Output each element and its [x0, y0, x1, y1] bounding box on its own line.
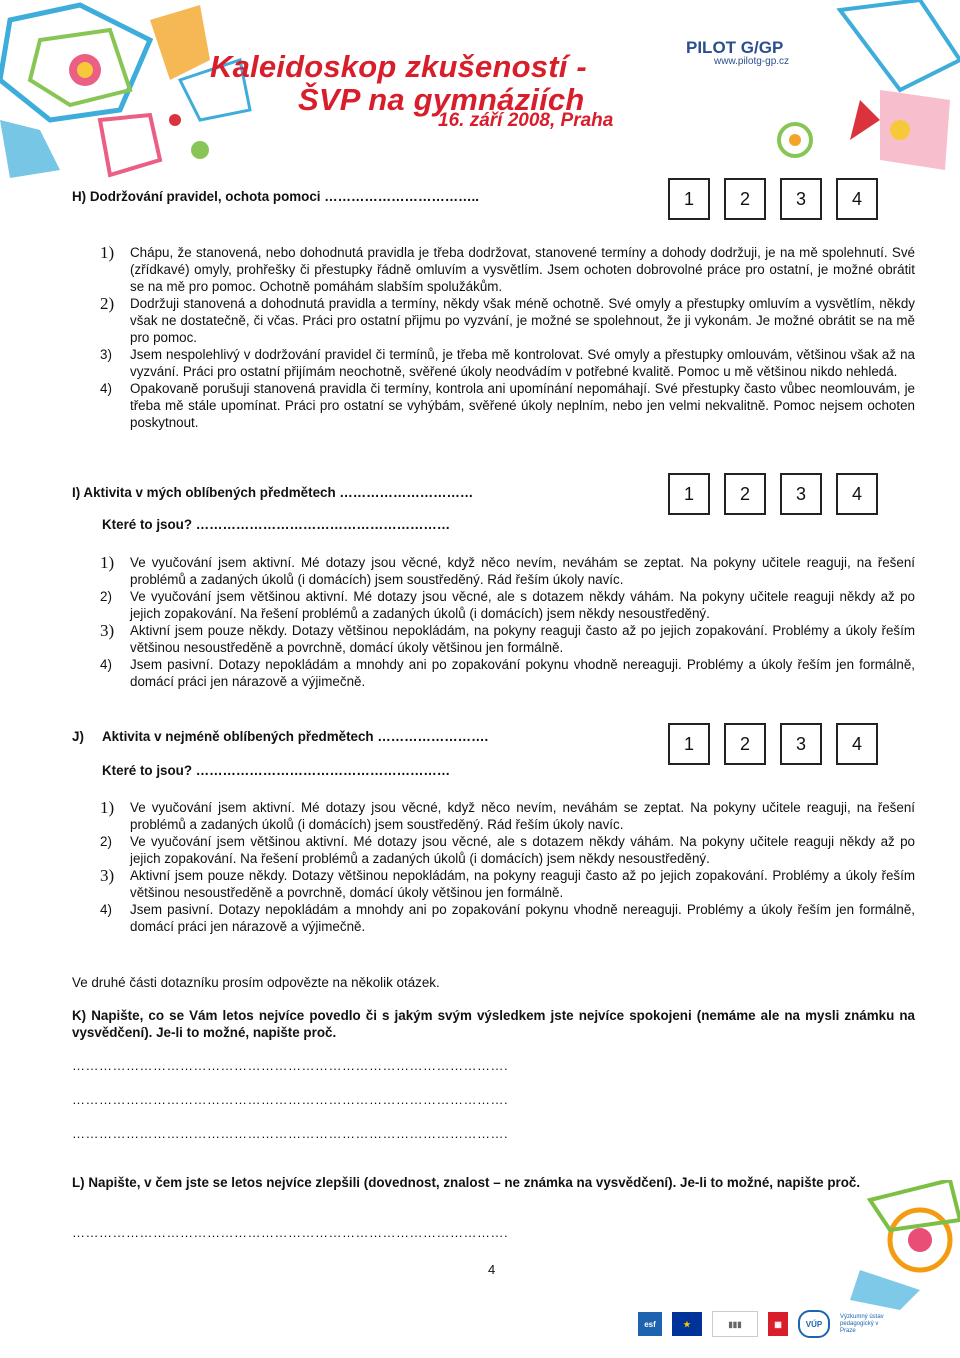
banner-title-line2: ŠVP na gymnáziích — [298, 82, 585, 117]
section-i-rating-boxes — [668, 473, 878, 515]
section-j-title: Aktivita v nejméně oblíbených předmětech ……………………. — [102, 729, 489, 744]
item-text: Jsem nespolehlivý v dodržování pravidel či termínů, je třeba mě kontrolovat. Své omyly a přestupky omlouvám, většinou však až na vyzvání. Práci pro ostatní přijímám neochotně, svěřené úkoly neodvádím v potřebné kvalitě. Pomoc u mě většinou nikdo nehledá. — [130, 347, 915, 379]
section-i-which: Které to jsou? ………………………………………………… — [102, 517, 451, 532]
list-item — [72, 554, 915, 588]
page-number: 4 — [488, 1262, 496, 1277]
list-item — [72, 867, 915, 901]
item-number: 3) — [100, 347, 112, 362]
section-h-title: H) Dodržování pravidel, ochota pomoci …………………………….. — [72, 189, 479, 204]
rating-box-1[interactable]: 1 — [668, 178, 710, 220]
pilot-logo-url: www.pilotg-gp.cz — [714, 56, 790, 67]
section-h-rating-boxes — [668, 178, 878, 220]
item-number: 1) — [100, 553, 115, 572]
item-text: Chápu, že stanovená, nebo dohodnutá pravidla je třeba dodržovat, stanovené termíny a dohody dodržuji, je na mě spolehnutí. Své (zřídkavé) omyly, prohřešky či přestupky řádně omluvím a vysvětlím. Jsem ochoten dobrovolné práce pro ostatní, je možné obrátit se na mě pro pomoc. Ochotně pomáhám slabším spolužákům. — [130, 245, 915, 294]
banner-title — [210, 50, 587, 116]
list-item — [72, 833, 915, 867]
pilot-logo — [686, 38, 789, 67]
question-k: K) Napište, co se Vám letos nejvíce povedlo či s jakým svým výsledkem jste nejvíce spokojeni (nemáme ale na mysli známku na vysvědčení). Je-li to možné, napište proč. — [72, 1008, 915, 1040]
item-text: Ve vyučování jsem aktivní. Mé dotazy jsou věcné, když něco nevím, neváhám se zeptat. Na pokyny učitele reaguji, na řešení problémů a zadaných úkolů (i domácích) jsem soustředěný. Rád řeším úkoly navíc. — [130, 800, 915, 832]
rating-box-1[interactable]: 1 — [668, 473, 710, 515]
item-number: 1) — [100, 798, 115, 817]
answer-line-k-2[interactable]: ……………………………………………………………………………………. — [72, 1092, 509, 1107]
list-item — [72, 622, 915, 656]
item-number: 3) — [100, 866, 115, 885]
rating-box-2[interactable]: 2 — [724, 473, 766, 515]
rating-box-3[interactable]: 3 — [780, 178, 822, 220]
vup-logo: VÚP — [798, 1310, 830, 1338]
list-item — [72, 901, 915, 935]
rating-box-2[interactable]: 2 — [724, 723, 766, 765]
list-item — [72, 588, 915, 622]
item-number: 2) — [100, 834, 112, 849]
item-number: 2) — [100, 294, 115, 313]
section-j-which: Které to jsou? ………………………………………………… — [102, 763, 451, 778]
rating-box-4[interactable]: 4 — [836, 723, 878, 765]
item-number: 4) — [100, 657, 112, 672]
rating-box-3[interactable]: 3 — [780, 723, 822, 765]
part-two-intro: Ve druhé části dotazníku prosím odpovězte na několik otázek. — [72, 975, 440, 990]
section-j-label: J) — [72, 729, 84, 744]
item-text: Ve vyučování jsem většinou aktivní. Mé dotazy jsou věcné, ale s dotazem někdy váhám. Na pokyny učitele reaguji někdy až po jejich zopakování. Na řešení problémů a zadaných úkolů (i domácích) jsem někdy nesoustředěný. — [130, 834, 915, 866]
list-item — [72, 244, 915, 295]
rating-box-4[interactable]: 4 — [836, 473, 878, 515]
item-number: 1) — [100, 243, 115, 262]
item-text: Jsem pasivní. Dotazy nepokládám a mnohdy ani po zopakování pokynu vhodně nereaguji. Problémy a úkoly řeším jen formálně, domácí práci jen nárazově a výjimečně. — [130, 902, 915, 934]
item-text: Opakovaně porušuji stanovená pravidla či termíny, kontrola ani upomínání nepomáhají. Své přestupky často vůbec neomlouvám, je třeba mě stále upomínat. Práci pro ostatní se vyhýbám, svěřené úkoly neplním, nebo jen velmi nekvalitně. Pomoc nejsem ochoten poskytnout. — [130, 381, 915, 430]
item-number: 4) — [100, 902, 112, 917]
prague-logo: ▦ — [768, 1312, 788, 1336]
answer-line-l-1[interactable]: ……………………………………………………………………………………. — [72, 1225, 509, 1240]
rating-box-3[interactable]: 3 — [780, 473, 822, 515]
footer-logos — [638, 1310, 888, 1338]
pilot-logo-text: PILOT G/GP — [686, 38, 784, 57]
rating-box-2[interactable]: 2 — [724, 178, 766, 220]
item-text: Ve vyučování jsem aktivní. Mé dotazy jsou věcné, když něco nevím, neváhám se zeptat. Na pokyny učitele reaguji, na řešení problémů a zadaných úkolů (i domácích) jsem soustředěný. Rád řeším úkoly navíc. — [130, 555, 915, 587]
answer-line-k-3[interactable]: ……………………………………………………………………………………. — [72, 1126, 509, 1141]
item-text: Dodržuji stanovená a dohodnutá pravidla a termíny, někdy však méně ochotně. Své omyly a přestupky omluvím a vysvětlím, někdy však ne dostatečně, či včas. Práci pro ostatní přijmu po vyzvání, je možné se spolehnout, že ji vykonám. Je možné obrátit se na mě pro pomoc. — [130, 296, 915, 345]
item-text: Aktivní jsem pouze někdy. Dotazy většinou nepokládám, na pokyny reaguji často až po jejich zopakování. Problémy a úkoly řeším většinou nesoustředěně a povrchně, domácí úkoly většinou jen formálně. — [130, 868, 915, 900]
list-item — [72, 380, 915, 431]
answer-line-k-1[interactable]: ……………………………………………………………………………………. — [72, 1058, 509, 1073]
eu-flag-icon: ★ — [672, 1312, 702, 1336]
banner-title-line1: Kaleidoskop zkušeností - — [210, 49, 587, 84]
section-h-list — [72, 244, 915, 431]
item-number: 3) — [100, 621, 115, 640]
item-number: 2) — [100, 589, 112, 604]
item-text: Aktivní jsem pouze někdy. Dotazy většinou nepokládám, na pokyny reaguji často až po jejich zopakování. Problémy a úkoly řeším většinou nesoustředěně a povrchně, domácí úkoly většinou jen formálně. — [130, 623, 915, 655]
rating-box-1[interactable]: 1 — [668, 723, 710, 765]
esf-logo: esf — [638, 1312, 662, 1336]
section-j-rating-boxes — [668, 723, 878, 765]
section-i-title: I) Aktivita v mých oblíbených předmětech ………………………… — [72, 485, 474, 500]
vup-text: Výzkumný ústav pedagogický v Praze — [840, 1313, 884, 1334]
banner-date: 16. září 2008, Praha — [438, 110, 614, 131]
item-text: Ve vyučování jsem většinou aktivní. Mé dotazy jsou věcné, ale s dotazem někdy váhám. Na pokyny učitele reaguji někdy až po jejich zopakování. Na řešení problémů a zadaných úkolů (i domácích) jsem někdy nesoustředěný. — [130, 589, 915, 621]
item-text: Jsem pasivní. Dotazy nepokládám a mnohdy ani po zopakování pokynu vhodně nereaguji. Problémy a úkoly řeším jen formálně, domácí práci jen nárazově a výjimečně. — [130, 657, 915, 689]
rating-box-4[interactable]: 4 — [836, 178, 878, 220]
item-number: 4) — [100, 381, 112, 396]
section-j-list — [72, 799, 915, 935]
ministry-logo: ▮▮▮ — [712, 1311, 758, 1337]
list-item — [72, 799, 915, 833]
list-item — [72, 656, 915, 690]
section-i-list — [72, 554, 915, 690]
footer-decoration — [720, 1180, 960, 1310]
question-l: L) Napište, v čem jste se letos nejvíce zlepšili (dovednost, znalost – ne známka na vysvědčení). Je-li to možné, napište proč. — [72, 1175, 861, 1190]
list-item — [72, 346, 915, 380]
list-item — [72, 295, 915, 346]
